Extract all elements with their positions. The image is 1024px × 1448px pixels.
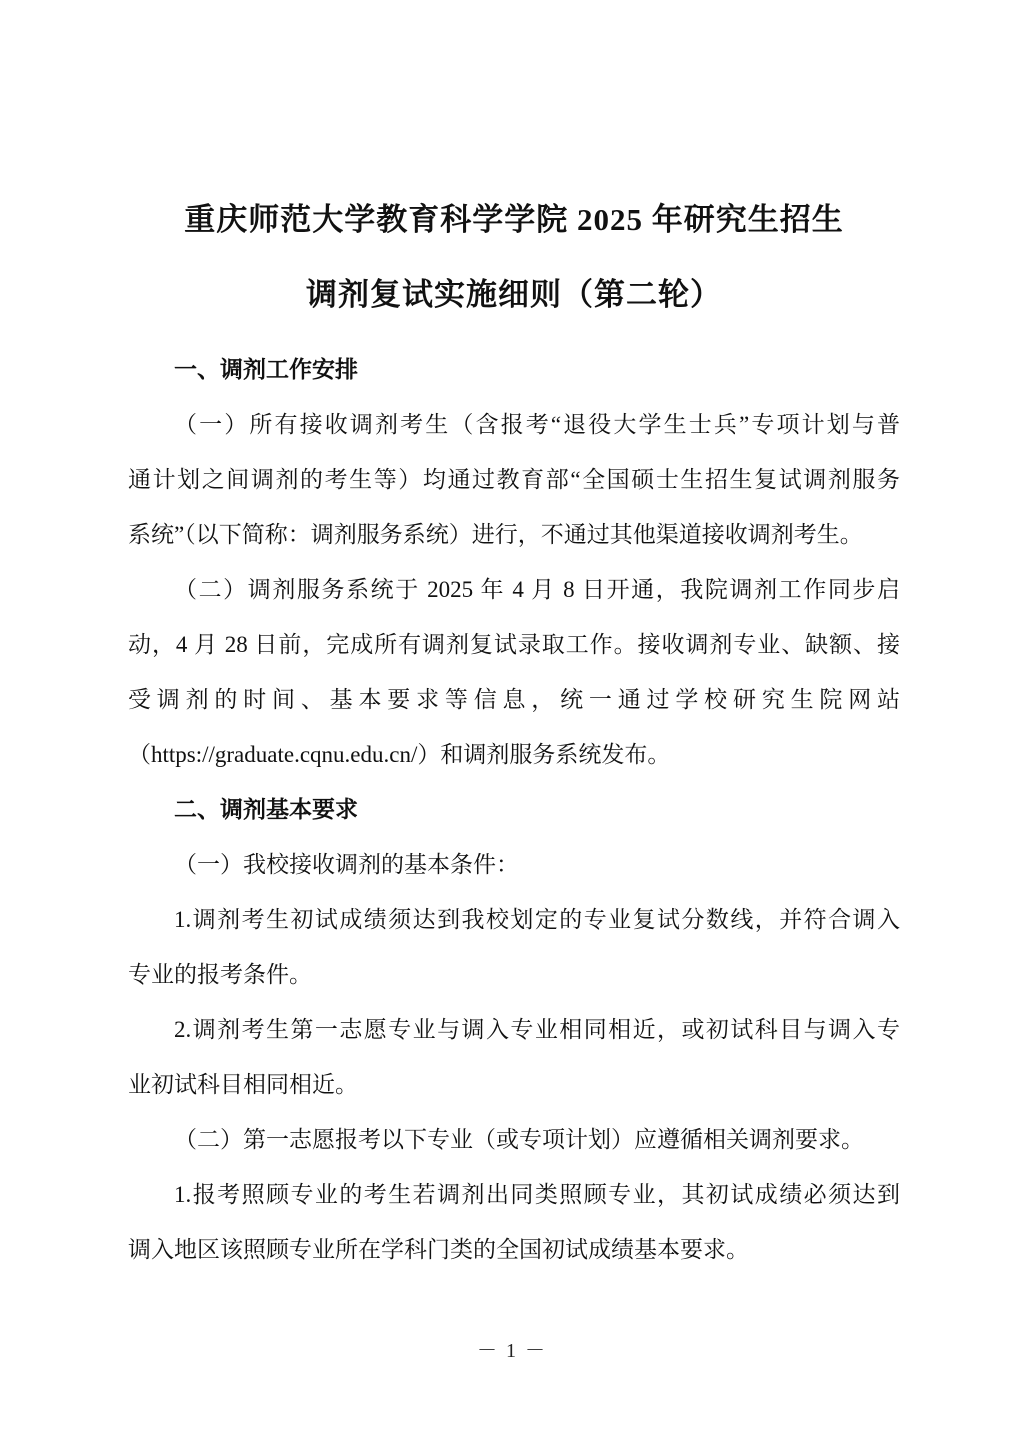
document-title	[128, 0, 900, 332]
paragraph-line: 系统”（以下简称：调剂服务系统）进行，不通过其他渠道接收调剂考生。	[128, 522, 863, 547]
document-title-line-2: 调剂复试实施细则（第二轮）	[306, 277, 722, 312]
paragraph-line: 调入地区该照顾专业所在学科门类的全国初试成绩基本要求。	[128, 1237, 749, 1262]
paragraph-line: 受调剂的时间、基本要求等信息，统一通过学校研究生院网站	[128, 687, 900, 712]
page-number: － 1 －	[477, 1340, 547, 1362]
paragraph-line: 业初试科目相同相近。	[128, 1072, 358, 1097]
paragraph-line: 动，4 月 28 日前，完成所有调剂复试录取工作。接收调剂专业、缺额、接	[128, 632, 900, 657]
paragraph-line: （二）第一志愿报考以下专业（或专项计划）应遵循相关调剂要求。	[174, 1127, 864, 1152]
document-content	[128, 0, 900, 1277]
paragraph-line: （一）我校接收调剂的基本条件：	[174, 852, 519, 877]
paragraph-line: 专业的报考条件。	[128, 962, 312, 987]
section-2-heading: 二、调剂基本要求	[174, 797, 358, 822]
paragraph-line: （一）所有接收调剂考生（含报考“退役大学生士兵”专项计划与普	[174, 412, 900, 437]
document-title-line-1: 重庆师范大学教育科学学院 2025 年研究生招生	[184, 202, 844, 237]
section-1-heading: 一、调剂工作安排	[174, 357, 358, 382]
paragraph-line: 通计划之间调剂的考生等）均通过教育部“全国硕士生招生复试调剂服务	[128, 467, 900, 492]
paragraph-line: （二）调剂服务系统于 2025 年 4 月 8 日开通，我院调剂工作同步启	[174, 577, 900, 602]
paragraph-line: 1.调剂考生初试成绩须达到我校划定的专业复试分数线，并符合调入	[174, 907, 900, 932]
paragraph-line: 2.调剂考生第一志愿专业与调入专业相同相近，或初试科目与调入专	[174, 1017, 900, 1042]
paragraph-line: 1.报考照顾专业的考生若调剂出同类照顾专业，其初试成绩必须达到	[174, 1182, 900, 1207]
paragraph-line-with-url: （https://graduate.cqnu.edu.cn/）和调剂服务系统发布。	[128, 742, 671, 767]
document-body	[128, 342, 900, 1277]
